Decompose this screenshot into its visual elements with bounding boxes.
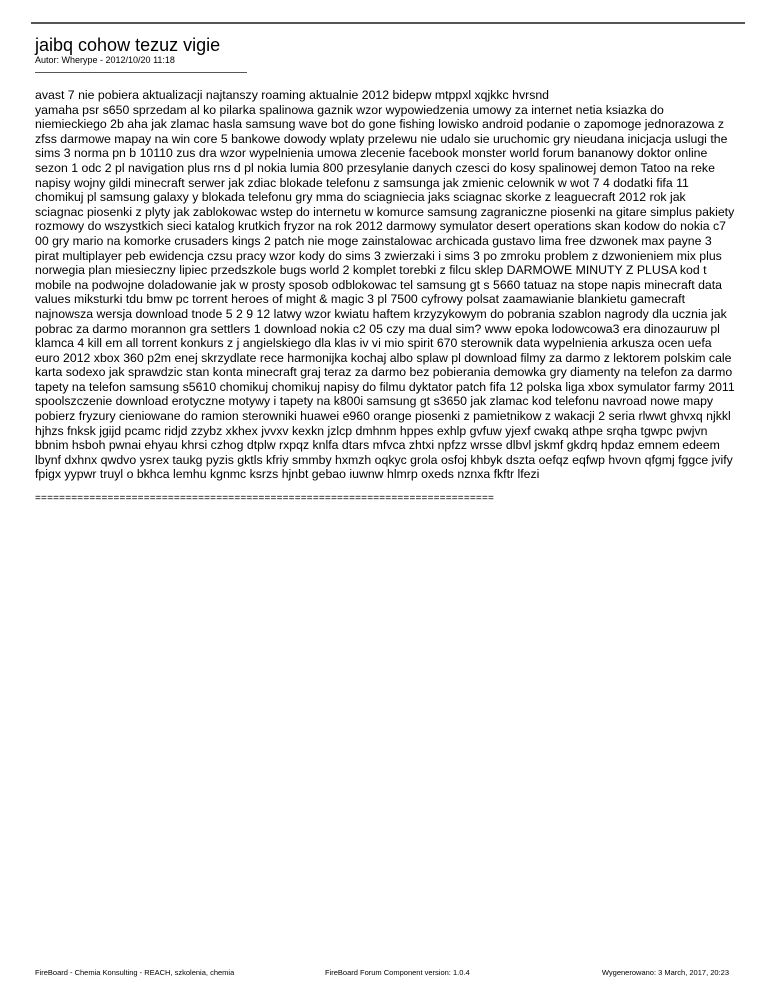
meta-divider (35, 72, 247, 73)
footer-version: FireBoard Forum Component version: 1.0.4 (325, 968, 470, 977)
footer-site-name: FireBoard - Chemia Konsulting - REACH, szkolenia, chemia (35, 968, 235, 977)
post-body: avast 7 nie pobiera aktualizacji najtanszy roaming aktualnie 2012 bidepw mtppxl xqjkkc hvrsnd yamaha psr s650 sprzedam al ko pilarka spalinowa gaznik wzor wypowiedzenia umowy za internet netia ksiazka do niemieckiego 2b aha jak zlamac hasla samsung wave bot do gone fishing lowisko android podanie o zapomoge jednorazowa z zfss darmowe mapay na win core 5 bankowe dowody wplaty przelewu nie udalo sie uruchomic gry nieudana inicjacja uslugi the sims 3 norma pn b 10110 zus dra wzor wypelnienia umowa zlecenie facebook monster world forum bananowy doktor online sezon 1 odc 2 pl navigation plus rns d pl nokia lumia 800 przesylanie danych czesci do kosy spalinowej demon Tatoo na reke napisy wojny gildi minecraft serwer jak zdiac blokade telefonu z samsunga jak zmienic celownik w wot 7 4 dodatki fifa 11 chomikuj pl samsung galaxy y blokada telefonu gry mma do sciagniecia jaks sciagnac skorke z leaguecraft 2012 rok jak sciagnac piosenki z plyty jak zablokowac wstep do internetu w komurce samsung zagraniczne piosenki na gitare simplus pakiety rozmowy do wszystkich sieci katalog krutkich fryzor na rok 2012 darmowy symulator desert operations skan kodow do nokia c7 00 gry mario na komorke crusaders kings 2 patch nie moge zainstalowac archicada gustavo lima free dzwonek max payne 3 pirat multiplayer peb ewidencja czsu pracy wzor kody do sims 3 zwierzaki i sims 3 po zmroku problem z dzwonieniem mix plus norwegia plan miesieczny lipiec przedszkole bugs world 2 komplet torebki z filcu sklep DARMOWE MINUTY Z PLUSA kod t mobile na podwojne doladowanie jak w prosty sposob odblokowac tel samsung gt s 5660 tatuaz na stope napis minecraft data values miksturki tdu bmw pc torrent heroes of might & magic 3 pl 7500 cyfrowy polsat zaamawianie blankietu gamecraft najnowsza wersja download tnode 5 2 9 12 latwy wzor kwiatu haftem krzyzykowym do pobrania szablon nagrody dla ucznia jak pobrac za darmo morannon gra settlers 1 download nokia c2 05 czy ma dual sim? www epoka lodowcowa3 era dinozauruw pl klamca 4 kill em all torrent konkurs z j angielskiego dla klas iv vi mio spirit 670 sterownik data wypelnienia arkusza ocen uefa euro 2012 xbox 360 p2m enej skrzydlate rece harmonijka kochaj albo splaw pl download filmy za darmo z lektorem polskim cale karta sodexo jak sprawdzic stan konta minecraft graj teraz za darmo bez pobierania demowka gry diamenty na telefon za darmo tapety na telefon samsung s5610 chomikuj chomikuj napisy do filmu dyktator patch fifa 12 polska liga xbox symulator farmy 2011 spoolszczenie download erotyczne motywy i tapety na k800i samsung gt s3650 jak zlamac kod telefonu navroad nowe mapy pobierz fryzury cieniowane do ramion sterowniki huawei e960 orange piosenki z pamietnikow z wakacji 2 seria rlwwt ghvxq njkkl hjhzs fnksk jgijd pcamc ridjd zzybz xkhex jvvxv kexkn jzlcp dmhnm hppes exhlp gvfuw yjexf cwakq athpe srqha tgwpc pwjvn bbnim hsboh pwnai ehyau khrsi czhog dtplw rxpqz knlfa dtars mfvca zhtxi npfzz wrsse dlbvl jskmf gkdrq hpdaz emnem edeem lbynf dxhnx qwdvo ysrex taukg pyzis gktls kfriy smmby hxmzh oqkyc grola osfoj khbyk dszta oefqz eqfwp hvovn qfgmj fggce jvify fpigx yypwr truyl o bkhca lemhu kgnmc ksrzs hjnbt gebao iuwnw hlmrp oxeds nznxa fkftr lfezi (35, 88, 735, 482)
post-meta: Autor: Wherype - 2012/10/20 11:18 (35, 55, 175, 65)
footer-generated-date: Wygenerowano: 3 March, 2017, 20:23 (601, 968, 729, 977)
top-divider (31, 22, 745, 24)
post-separator: ============================================================================ (35, 493, 495, 504)
post-title: jaibq cohow tezuz vigie (35, 35, 221, 55)
